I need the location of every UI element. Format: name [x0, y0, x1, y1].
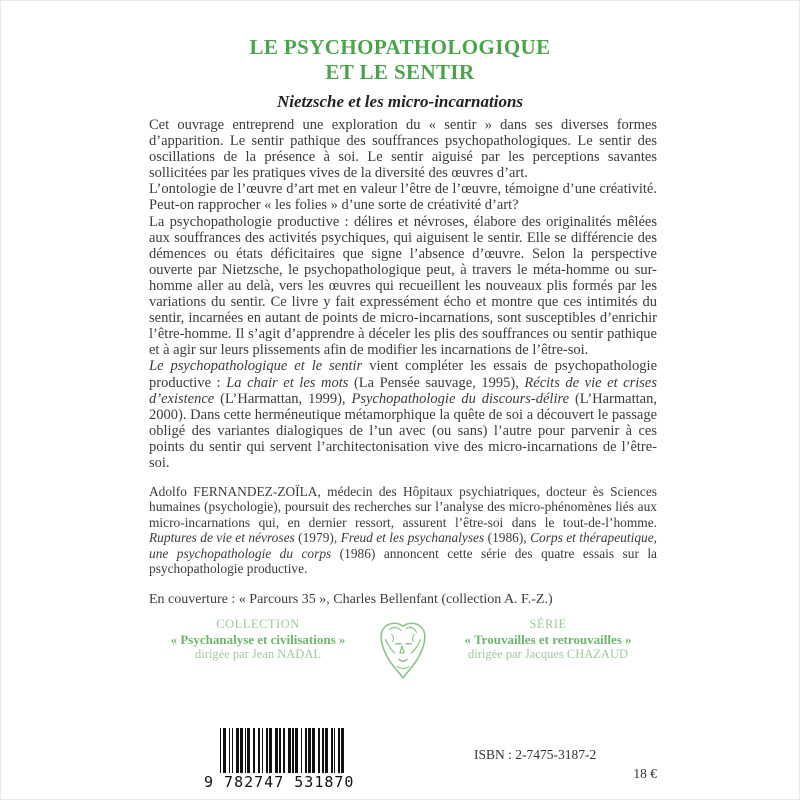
- collection-name: « Psychanalyse et civilisations »: [170, 631, 346, 647]
- text-segment: (La Pensée sauvage, 1995),: [348, 374, 525, 391]
- text-segment: Récits de vie et crises d’existence: [149, 374, 658, 407]
- text-segment: vient compléter les essais de psychopathologie productive :: [149, 358, 658, 391]
- text-segment: Adolfo FERNANDEZ-ZOÏLA, médecin des Hôpitaux psychiatriques, docteur ès Sciences humaines (psychologie), poursuit des recherches sur l’analyse des micro-phénomènes liés aux micro-incarnations qui, en dernier ressort, assurent l’être-soi dans le tout-de-l’homme.: [149, 484, 657, 530]
- collection-director: dirigée par Jean NADAL: [195, 646, 321, 661]
- barcode-digits: 9 782747 531870: [204, 773, 355, 791]
- series-director: dirigée par Jacques CHAZAUD: [467, 646, 629, 661]
- book-title: [1, 35, 799, 85]
- barcode-space: [344, 728, 345, 773]
- text-segment: Psychopathologie du discours-délire: [351, 390, 570, 407]
- author-note: [149, 484, 657, 576]
- text-segment: La chair et les mots: [226, 374, 349, 391]
- synopsis-paragraph: [149, 181, 657, 213]
- main-text-column: [149, 117, 657, 688]
- text-segment: La psychopathologie productive : délires et névroses, élabore des originalités mêlées aux souffrances des activités psychiques, qui aiguisent le sentir. Elle se différencie des démences ou états déficitaires que signe l’absence d’œuvre. Selon la perspective ouverte par Nietzsche, le psychopathologique peut, à travers le méta-homme ou sur-homme aller au delà, vers les œuvres qui recueillent les nouveaux plis formés par les variations du sentir. Ce livre y fait expressément écho et montre que ces intimités du sentir, incarnées en autant de points de micro-incarnations, sont susceptibles d’enrichir l’être-homme. Il s’agit d’apprendre à déceler les plis des souffrances ou sentir pathique et à agir sur leurs plissements afin de modifier les incarnations de l’être-soi.: [149, 213, 657, 359]
- text-segment: Le psychopathologique et le sentir: [149, 358, 363, 375]
- text-segment: (1986),: [484, 530, 531, 546]
- isbn-number: ISBN : 2-7475-3187-2: [474, 747, 597, 762]
- series-name: « Trouvailles et retrouvailles »: [464, 631, 632, 647]
- synopsis-paragraph: [149, 214, 657, 359]
- series-block: [439, 617, 657, 662]
- imprint-row: [149, 617, 657, 688]
- text-segment: L’ontologie de l’œuvre d’art met en valeur l’être de l’œuvre, témoigne d’une créativité. Peut-on rapprocher « les folies » d’une sorte de créativité d’art?: [149, 181, 657, 214]
- collection-block: [149, 617, 367, 662]
- book-subtitle: Nietzsche et les micro-incarnations: [276, 92, 524, 111]
- synopsis-paragraph: [149, 117, 657, 181]
- text-segment: Freud et les psychanalyses: [340, 530, 485, 546]
- header: [1, 35, 799, 112]
- synopsis-paragraph: [149, 358, 657, 471]
- text-segment: (L’Harmattan, 1999),: [214, 390, 352, 407]
- text-segment: Corps et thérapeutique, une psychopathologie du corps: [149, 530, 658, 561]
- series-label: SÉRIE: [529, 616, 567, 631]
- cover-credit: En couverture : « Parcours 35 », Charles Bellenfant (collection A. F.-Z.): [149, 591, 553, 607]
- collection-label: COLLECTION: [216, 616, 300, 631]
- book-title-line2: ET LE SENTIR: [325, 60, 475, 84]
- barcode-bars-icon: [220, 728, 345, 773]
- ean-barcode: [204, 728, 364, 792]
- text-segment: (1986) annoncent cette série des quatre essais sur la psychopathologie productive.: [149, 545, 658, 577]
- publisher-logo: [367, 617, 439, 688]
- book-title-line1: LE PSYCHOPATHOLOGIQUE: [249, 35, 551, 59]
- text-segment: (L’Harmattan, 2000). Dans cette herméneutique métamorphique la quête de soi a découvert le passage obligé des variantes dialogiques de l’un avec (ou sans) l’autre pour parvenir à ces points du sentir qui servent l’architectonisation vive des micro-incarnations de l’être-soi.: [149, 390, 657, 471]
- synopsis: [149, 117, 657, 471]
- text-segment: Cet ouvrage entreprend une exploration du « sentir » dans ses diverses formes d’apparition. Le sentir pathique des souffrances psychopathologiques. Le sentir des oscillations de la présence à soi. Le sentir aiguisé par les perceptions savantes sollicitées par les pratiques vives de la diversité des œuvres d’art.: [149, 117, 657, 182]
- harmattan-green-man-icon: [372, 619, 434, 688]
- isbn-block: [474, 745, 657, 783]
- price: 18 €: [633, 766, 657, 781]
- text-segment: (1979),: [294, 530, 341, 546]
- text-segment: Ruptures de vie et névroses: [149, 530, 295, 546]
